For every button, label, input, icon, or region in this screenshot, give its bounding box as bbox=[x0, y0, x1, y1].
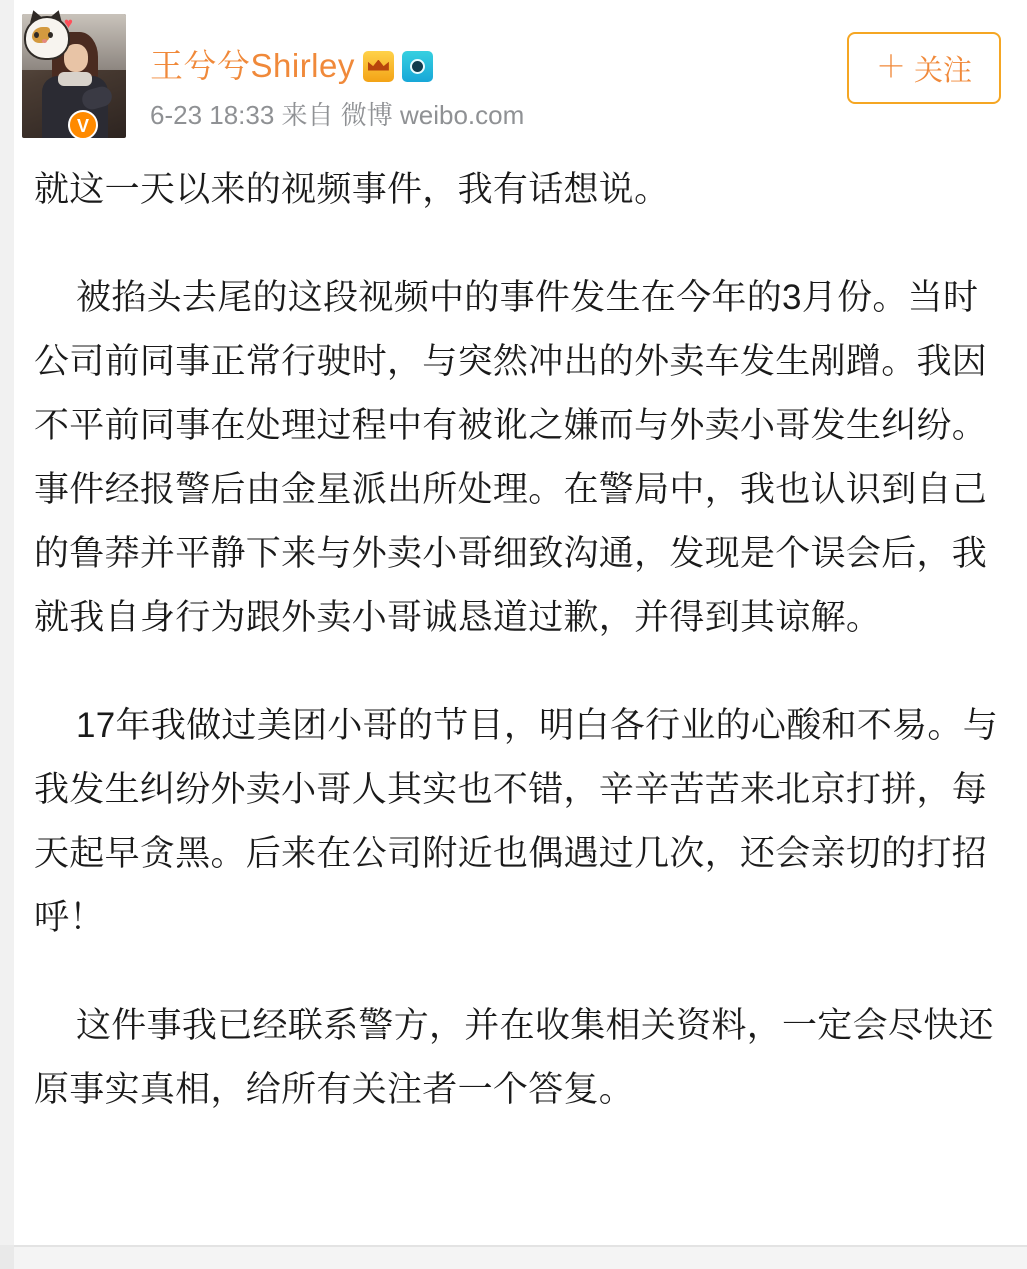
crown-icon[interactable] bbox=[363, 51, 394, 82]
bottom-divider-left bbox=[0, 1245, 14, 1269]
post-meta: 6-23 18:33 来自 微博 weibo.com bbox=[150, 100, 525, 130]
cat-eye-left-icon bbox=[34, 32, 39, 38]
follow-button[interactable] bbox=[847, 32, 1001, 104]
verified-badge-icon: V bbox=[68, 110, 98, 140]
post-paragraph: 这件事我已经联系警方，并在收集相关资料，一定会尽快还原事实真相，给所有关注者一个答复。 bbox=[34, 1006, 994, 1109]
post-paragraph: 17年我做过美团小哥的节目，明白各行业的心酸和不易。与我发生纠纷外卖小哥人其实也不错，辛辛苦苦来北京打拼，每天起早贪黑。后来在公司附近也偶遇过几次，还会亲切的打招呼！ bbox=[34, 706, 999, 937]
avatar[interactable] bbox=[22, 14, 126, 142]
author-info bbox=[150, 18, 524, 132]
post-paragraph: 被掐头去尾的这段视频中的事件发生在今年的3月份。当时公司前同事正常行驶时，与突然冲出的外卖车发生剐蹭。我因不平前同事在处理过程中有被讹之嫌而与外卖小哥发生纠纷。事件经报警后由金星派出所处理。在警局中，我也认识到自己的鲁莽并平静下来与外卖小哥细致沟通，发现是个误会后，我就我自身行为跟外卖小哥诚恳道过歉，并得到其谅解。 bbox=[34, 278, 988, 637]
author-name-row bbox=[150, 46, 524, 86]
post-body bbox=[34, 158, 1003, 1122]
camera-icon[interactable] bbox=[402, 51, 433, 82]
post-paragraph: 就这一天以来的视频事件，我有话想说。 bbox=[34, 170, 670, 209]
cat-nose-icon bbox=[42, 39, 47, 43]
heart-icon: ♥ bbox=[64, 15, 73, 32]
bottom-divider bbox=[14, 1245, 1027, 1269]
plus-icon: ＋ bbox=[875, 51, 906, 84]
post-header bbox=[0, 0, 1027, 136]
left-rail-decoration bbox=[0, 0, 14, 1269]
author-nickname[interactable]: 王兮兮Shirley bbox=[150, 47, 355, 84]
cat-eye-right-icon bbox=[48, 32, 53, 38]
avatar-scarf bbox=[58, 72, 92, 86]
follow-button-label: 关注 bbox=[913, 54, 972, 87]
